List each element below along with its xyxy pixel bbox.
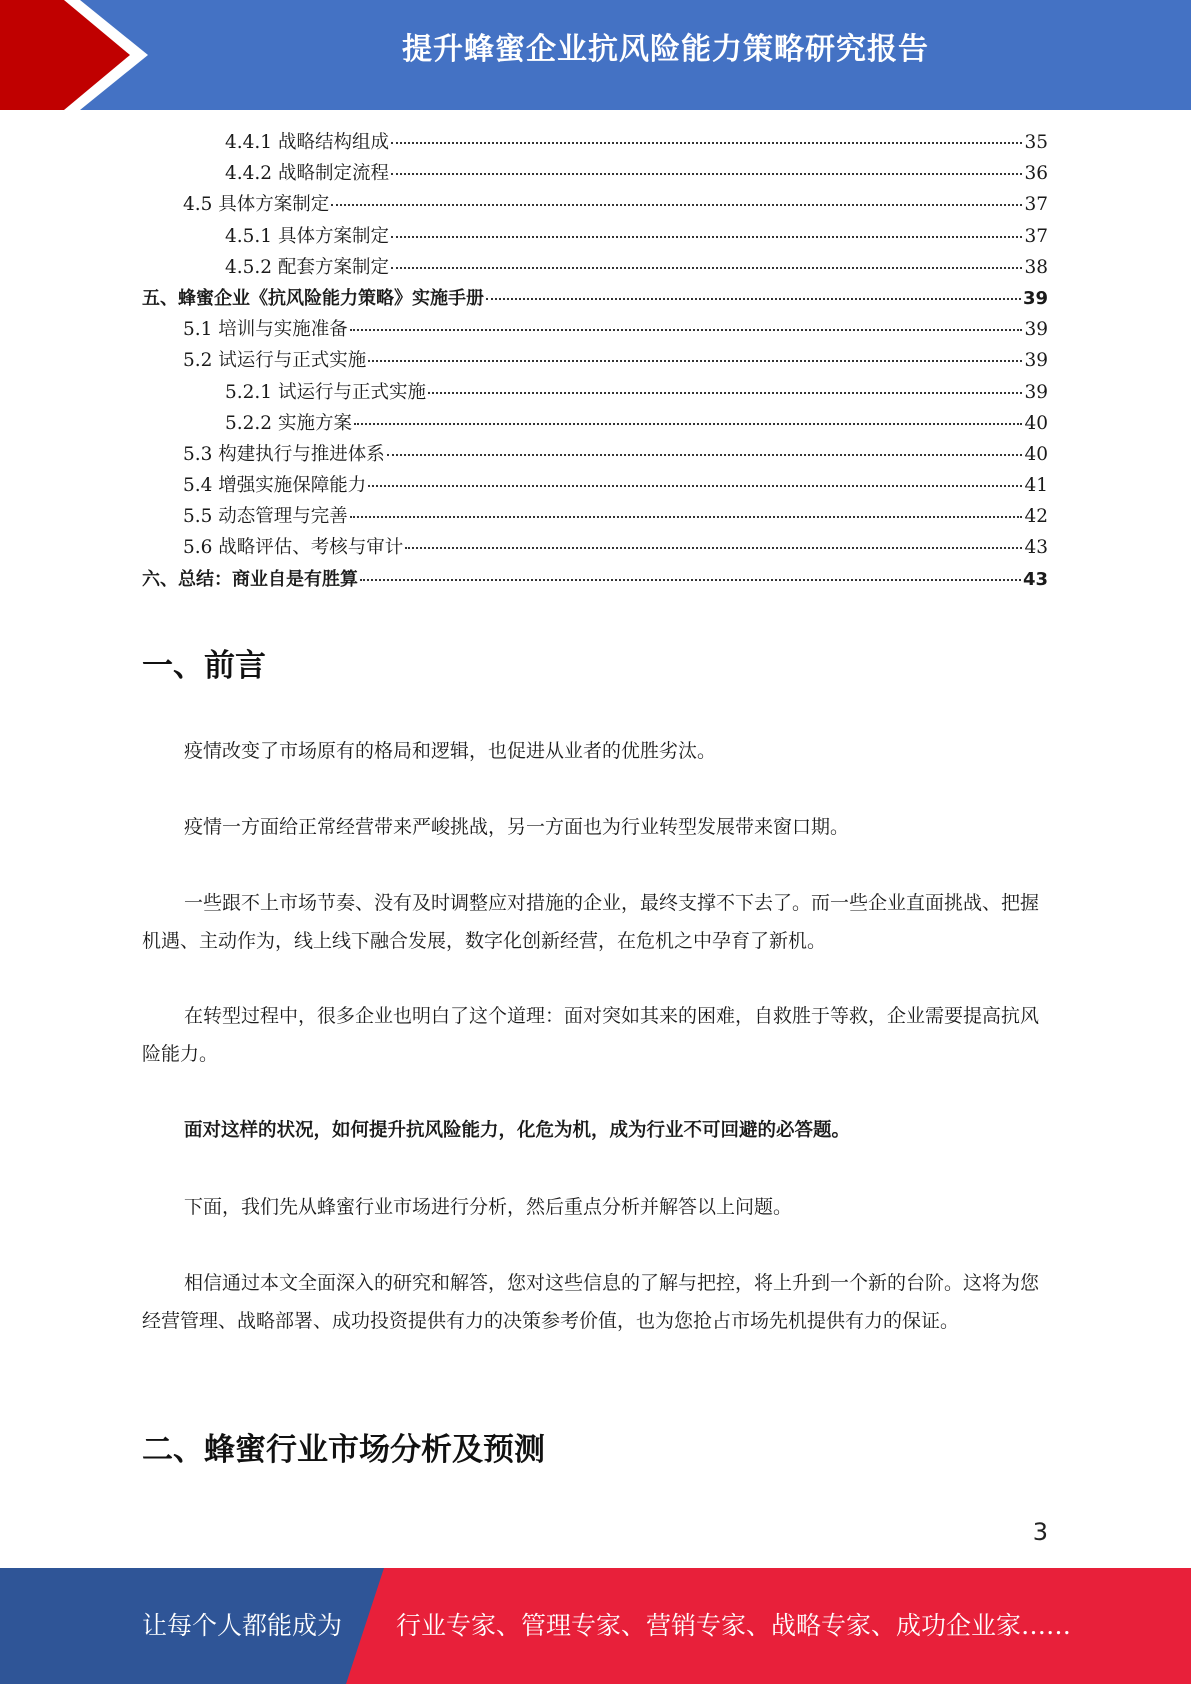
header-title: 提升蜂蜜企业抗风险能力策略研究报告	[402, 32, 929, 67]
toc-entry-page: 39	[1024, 319, 1048, 341]
toc-entry-page: 43	[1022, 568, 1048, 590]
toc-entry-page: 39	[1022, 287, 1048, 309]
toc-dot-leader	[405, 547, 1022, 549]
toc-entry[interactable]	[142, 190, 1048, 221]
toc-dot-leader	[391, 173, 1022, 175]
section-heading-preface: 一、前言	[142, 648, 266, 684]
paragraph-emphasis: 面对这样的状况，如何提升抗风险能力，化危为机，成为行业不可回避的必答题。	[184, 1120, 851, 1141]
toc-dot-leader	[391, 142, 1022, 144]
toc-entry-title: 五、蜂蜜企业《抗风险能力策略》实施手册	[142, 287, 484, 309]
toc-entry-page: 36	[1024, 163, 1048, 185]
toc-entry[interactable]	[142, 253, 1048, 284]
toc-entry-title: 5.5 动态管理与完善	[183, 506, 348, 528]
toc-dot-leader	[331, 204, 1022, 206]
toc-dot-leader	[360, 579, 1021, 581]
toc-entry[interactable]	[142, 284, 1048, 315]
paragraph: 疫情一方面给正常经营带来严峻挑战，另一方面也为行业转型发展带来窗口期。	[184, 816, 850, 838]
toc-entry[interactable]	[142, 128, 1048, 159]
toc-entry-title: 5.2 试运行与正式实施	[183, 350, 367, 372]
toc-entry-page: 39	[1024, 350, 1048, 372]
toc-entry[interactable]	[142, 346, 1048, 377]
toc-dot-leader	[368, 485, 1022, 487]
paragraph: 一些跟不上市场节奏、没有及时调整应对措施的企业，最终支撑不下去了。而一些企业直面挑战、把握机遇、主动作为，线上线下融合发展，数字化创新经营，在危机之中孕育了新机。	[142, 892, 1040, 952]
toc-entry-title: 5.2.2 实施方案	[225, 412, 352, 434]
toc-dot-leader	[354, 423, 1023, 425]
paragraph: 下面，我们先从蜂蜜行业市场进行分析，然后重点分析并解答以上问题。	[184, 1196, 793, 1218]
toc-entry-page: 39	[1024, 381, 1048, 403]
toc-entry[interactable]	[142, 502, 1048, 533]
footer-slogan-right: 行业专家、管理专家、营销专家、战略专家、成功企业家……	[396, 1611, 1072, 1640]
toc-entry-page: 40	[1024, 443, 1048, 465]
toc-entry[interactable]	[142, 565, 1048, 596]
toc-entry-title: 4.4.1 战略结构组成	[225, 132, 389, 153]
toc-entry-page: 40	[1024, 412, 1048, 434]
toc-entry-page: 43	[1024, 537, 1048, 559]
paragraph: 相信通过本文全面深入的研究和解答，您对这些信息的了解与把控，将上升到一个新的台阶。这将为您经营管理、战略部署、成功投资提供有力的决策参考价值，也为您抢占市场先机提供有力的保证。	[142, 1272, 1040, 1332]
toc-dot-leader	[387, 454, 1023, 456]
toc-entry-page: 37	[1024, 225, 1048, 247]
toc-entry-page: 42	[1024, 506, 1048, 528]
page-number: 3	[1032, 1518, 1048, 1546]
page-header	[0, 0, 1191, 110]
paragraph: 疫情改变了市场原有的格局和逻辑，也促进从业者的优胜劣汰。	[184, 740, 717, 762]
toc-dot-leader	[350, 329, 1023, 331]
toc-entry-page: 41	[1024, 475, 1048, 497]
toc-entry-page: 35	[1024, 132, 1048, 153]
toc-entry[interactable]	[142, 440, 1048, 471]
toc-dot-leader	[391, 267, 1022, 269]
toc-entry[interactable]	[142, 378, 1048, 409]
toc-entry-page: 38	[1024, 256, 1048, 278]
toc-entry-title: 4.5.2 配套方案制定	[225, 256, 389, 278]
toc-entry[interactable]	[142, 409, 1048, 440]
toc-entry[interactable]	[142, 533, 1048, 564]
toc-entry-title: 5.3 构建执行与推进体系	[183, 443, 385, 465]
toc-entry[interactable]	[142, 159, 1048, 190]
toc-dot-leader	[391, 236, 1022, 238]
toc-entry-title: 4.5.1 具体方案制定	[225, 225, 389, 247]
toc-dot-leader	[368, 360, 1022, 362]
toc-entry-title: 4.5 具体方案制定	[183, 194, 330, 216]
toc-entry[interactable]	[142, 471, 1048, 502]
page-footer	[0, 1568, 1191, 1684]
toc-dot-leader	[350, 516, 1023, 518]
paragraph: 在转型过程中，很多企业也明白了这个道理：面对突如其来的困难，自救胜于等救，企业需要提高抗风险能力。	[142, 1005, 1040, 1065]
toc-entry-title: 六、总结：商业自是有胜算	[142, 568, 358, 590]
toc-entry[interactable]	[142, 222, 1048, 253]
toc-entry-title: 4.4.2 战略制定流程	[225, 163, 389, 185]
footer-slogan-left: 让每个人都能成为	[142, 1611, 343, 1640]
toc-entry-title: 5.1 培训与实施准备	[183, 319, 348, 341]
toc-dot-leader	[486, 298, 1021, 300]
toc-entry-title: 5.2.1 试运行与正式实施	[225, 381, 426, 403]
toc-entry-title: 5.4 增强实施保障能力	[183, 475, 367, 497]
section-heading-market-analysis: 二、蜂蜜行业市场分析及预测	[142, 1432, 545, 1468]
toc-entry-title: 5.6 战略评估、考核与审计	[183, 537, 404, 559]
table-of-contents	[142, 128, 1048, 596]
toc-entry[interactable]	[142, 315, 1048, 346]
toc-dot-leader	[428, 392, 1022, 394]
toc-entry-page: 37	[1024, 194, 1048, 216]
